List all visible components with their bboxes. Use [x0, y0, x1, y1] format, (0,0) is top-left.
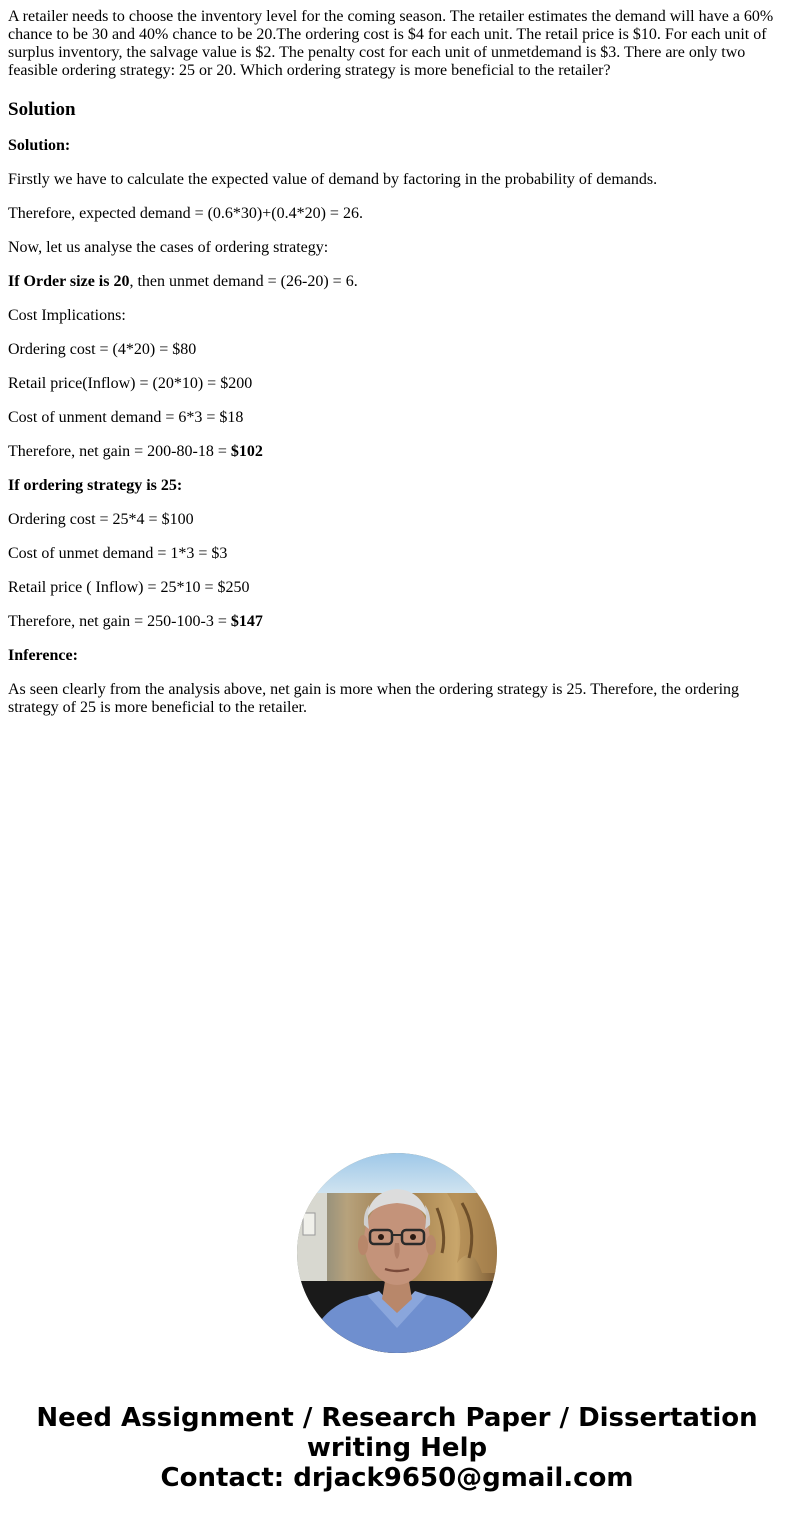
avatar-portrait [297, 1153, 497, 1353]
ordering-cost-25: Ordering cost = 25*4 = $100 [8, 511, 194, 528]
expected-demand: Therefore, expected demand = (0.6*30)+(0.4*20) = 26. [8, 205, 363, 222]
inference-label: Inference: [8, 647, 78, 664]
solution-intro: Firstly we have to calculate the expected value of demand by factoring in the probability of demands. [8, 171, 658, 188]
ordering-cost-20: Ordering cost = (4*20) = $80 [8, 341, 197, 358]
analyse-text: Now, let us analyse the cases of ordering strategy: [8, 239, 329, 256]
net-gain-25-text: Therefore, net gain = 250-100-3 = [8, 613, 231, 630]
unmet-cost-20: Cost of unment demand = 6*3 = $18 [8, 409, 244, 426]
avatar [297, 1153, 497, 1353]
case-20-line [8, 273, 786, 291]
net-gain-20-value: $102 [230, 443, 263, 460]
solution-heading: Solution [8, 99, 76, 120]
footer-line-1: Need Assignment / Research Paper / Dissertation [36, 1403, 758, 1433]
case-20-rest: , then unmet demand = (26-20) = 6. [129, 273, 358, 290]
retail-price-25: Retail price ( Inflow) = 25*10 = $250 [8, 579, 250, 596]
question-text: A retailer needs to choose the inventory level for the coming season. The retailer estimates the demand will have a 60% chance to be 30 and 40% chance to be 20.The ordering cost is $4 for each unit. The retail price is $10. For each unit of surplus inventory, the salvage value is $2. The penalty cost for each unit of unmetdemand is $3. There are only two feasible ordering strategy: 25 or 20. Which ordering strategy is more beneficial to the retailer? [8, 8, 774, 79]
inference-text: As seen clearly from the analysis above, net gain is more when the ordering strategy is 25. Therefore, the ordering strategy of 25 is more beneficial to the retailer. [8, 681, 740, 716]
retail-price-20: Retail price(Inflow) = (20*10) = $200 [8, 375, 253, 392]
net-gain-20-text: Therefore, net gain = 200-80-18 = [8, 443, 231, 460]
footer-banner [0, 1403, 794, 1493]
case-25-heading: If ordering strategy is 25: [8, 477, 183, 494]
net-gain-25 [8, 613, 786, 631]
footer-line-2: writing Help [306, 1433, 488, 1463]
solution-label: Solution: [8, 137, 71, 154]
footer-contact: Contact: drjack9650@gmail.com [160, 1463, 634, 1493]
unmet-cost-25: Cost of unmet demand = 1*3 = $3 [8, 545, 228, 562]
net-gain-25-value: $147 [230, 613, 263, 630]
net-gain-20 [8, 443, 786, 461]
cost-implications: Cost Implications: [8, 307, 126, 324]
case-20-bold: If Order size is 20 [8, 273, 130, 290]
document-body [8, 8, 786, 717]
